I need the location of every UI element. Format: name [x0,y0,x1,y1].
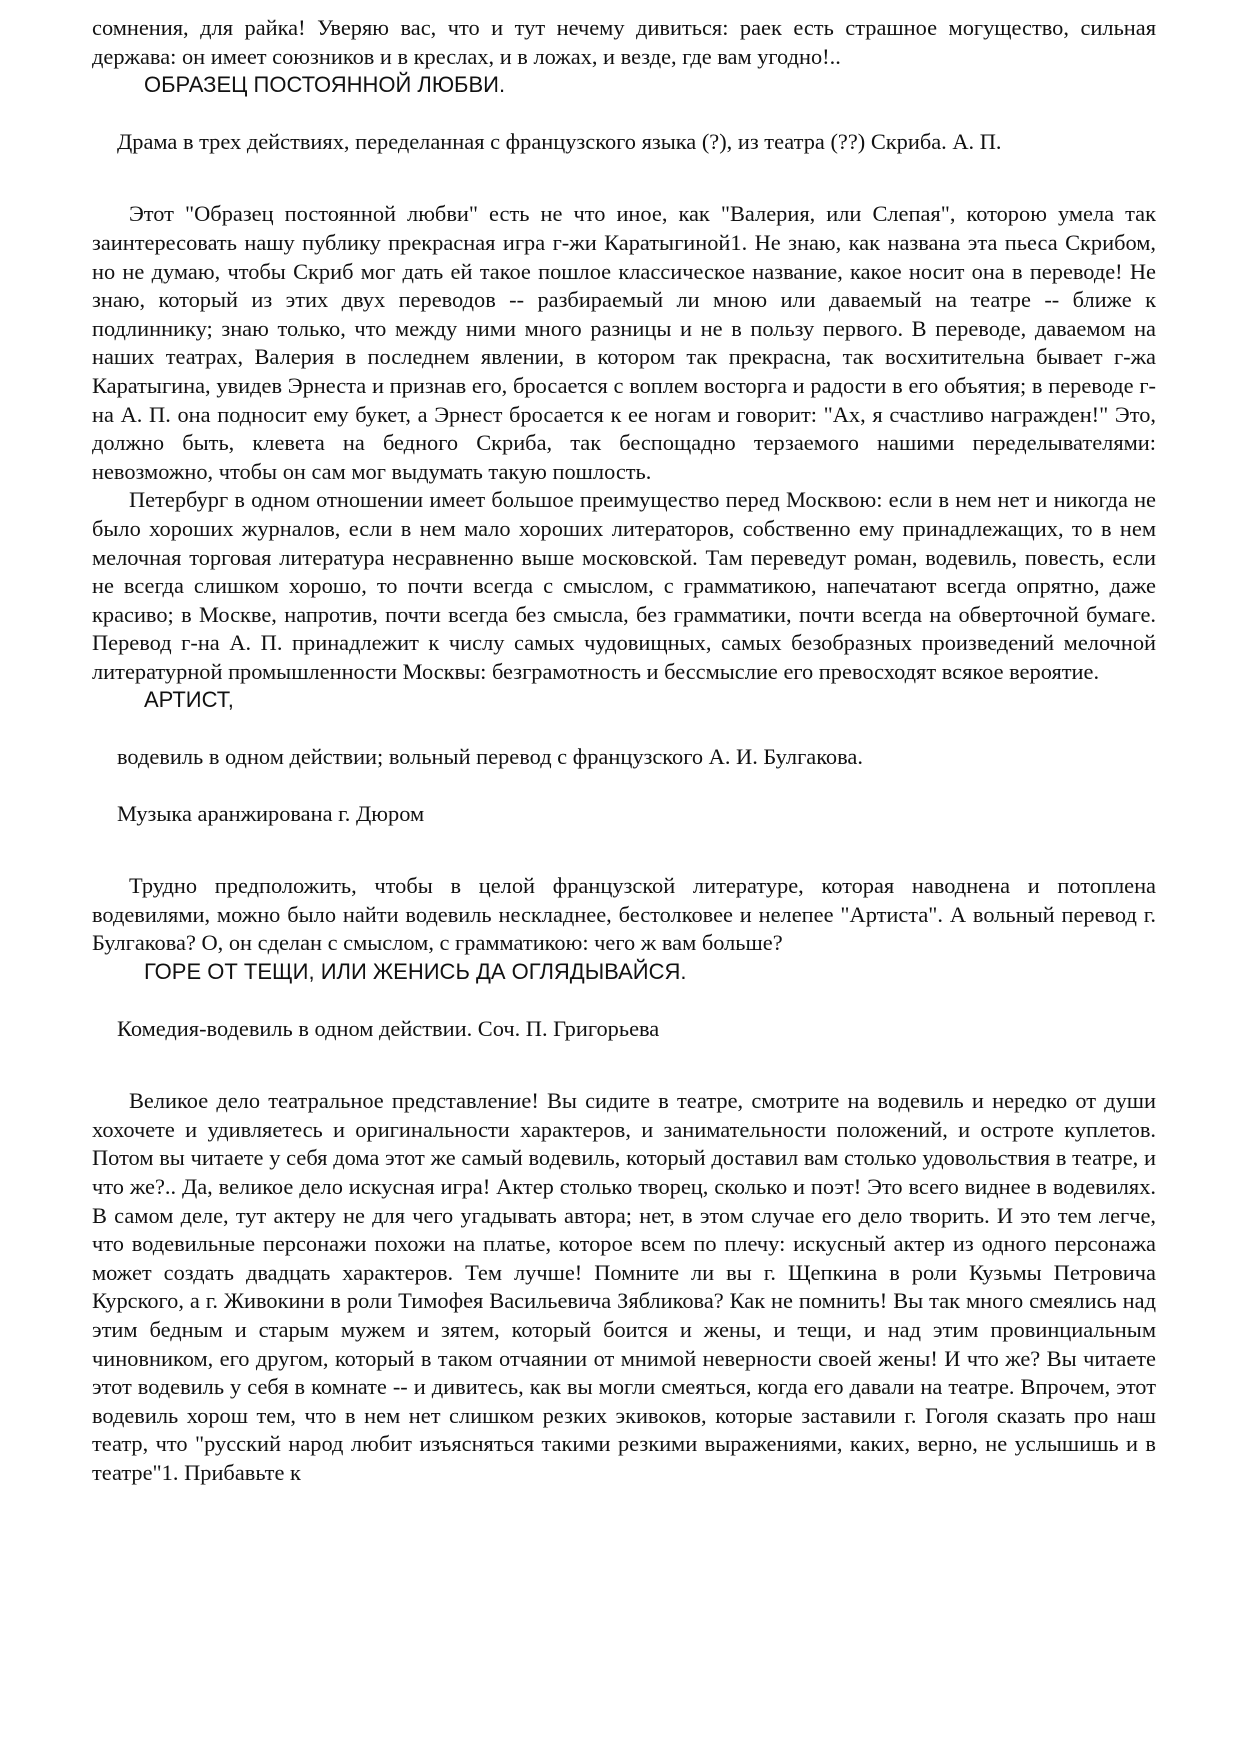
paragraph-intro: сомнения, для райка! Уверяю вас, что и тут нечему дивиться: раек есть страшное могущество, сильная держава: он имеет союзников и в креслах, и в ложах, и везде, где вам угодно!.. [92,15,1156,69]
paragraph-petersburg: Петербург в одном отношении имеет большое преимущество перед Москвою: если в нем нет и никогда не было хороших журналов, если в нем мало хороших литераторов, собственно ему принадлежащих, то в нем мелочная торговая литература несравненно выше московской. Там переведут роман, водевиль, повесть, если не всегда слишком хорошо, то почти всегда с смыслом, с грамматикою, напечатают всегда опрятно, даже красиво; в Москве, напротив, почти всегда без смысла, без грамматики, почти всегда на обверточной бумаге. Перевод г-на А. П. принадлежит к числу самых чудовищных, самых безобразных произведений мелочной литературной промышленности Москвы: безграмотность и бессмыслие его превосходят всякое вероятие. [92,487,1156,684]
paragraph-obrazets-review: Этот "Образец постоянной любви" есть не что иное, как "Валерия, или Слепая", которою умела так заинтересовать нашу публику прекрасная игра г-жи Каратыгиной1. Не знаю, как названа эта пьеса Скрибом, но не думаю, чтобы Скриб мог дать ей такое пошлое классическое название, какое носит она в переводе! Не знаю, который из этих двух переводов -- разбираемый ли мною или даваемый на театре -- ближе к подлиннику; знаю только, что между ними много разницы и не в пользу первого. В переводе, даваемом на наших театрах, Валерия в последнем явлении, в котором так прекрасна, так восхитительна бывает г-жа Каратыгина, увидев Эрнеста и признав его, бросается с воплем восторга и радости в его объятия; в переводе г-на А. П. она подносит ему букет, а Эрнест бросается к ее ногам и говорит: "Ах, я счастливо награжден!" Это, должно быть, клевета на бедного Скриба, так беспощадно терзаемого нашими переделывателями: невозможно, чтобы он сам мог выдумать такую пошлость. [92,201,1156,484]
subtitle-artist-music: Музыка аранжирована г. Дюром [117,800,425,826]
subtitle-obrazets: Драма в трех действиях, переделанная с французского языка (?), из театра (??) Скриба. А. П. [117,128,1002,154]
section-heading-gore: ГОРЕ ОТ ТЕЩИ, ИЛИ ЖЕНИСЬ ДА ОГЛЯДЫВАЙСЯ. [144,959,687,985]
section-heading-obrazets: ОБРАЗЕЦ ПОСТОЯННОЙ ЛЮБВИ. [144,72,506,98]
section-heading-artist: АРТИСТ, [144,687,234,713]
paragraph-artist-review: Трудно предположить, чтобы в целой французской литературе, которая наводнена и потоплена водевилями, можно было найти водевиль нескладнее, бестолковее и нелепее "Артиста". А вольный перевод г. Булгакова? О, он сделан с смыслом, с грамматикою: чего ж вам больше? [92,873,1156,956]
subtitle-artist: водевиль в одном действии; вольный перевод с французского А. И. Булгакова. [117,744,863,770]
paragraph-gore-review: Великое дело театральное представление! Вы сидите в театре, смотрите на водевиль и нередко от души хохочете и удивляетесь и оригинальности характеров, и занимательности положений, и остроте куплетов. Потом вы читаете у себя дома этот же самый водевиль, который доставил вам столько удовольствия в театре, и что же?.. Да, великое дело искусная игра! Актер столько творец, сколько и поэт! Это всего виднее в водевилях. В самом деле, тут актеру не для чего угадывать автора; нет, в этом случае его дело творить. И это тем легче, что водевильные персонажи похожи на платье, которое всем по плечу: искусный актер из одного персонажа может создать двадцать характеров. Тем лучше! Помните ли вы г. Щепкина в роли Кузьмы Петровича Курского, а г. Живокини в роли Тимофея Васильевича Зябликова? Как не помнить! Вы так много смеялись над этим бедным и старым мужем и зятем, который боится и жены, и тещи, и над этим провинциальным чиновником, его другом, который в таком отчаянии от мнимой неверности своей жены! И что же? Вы читаете этот водевиль у себя в комнате -- и дивитесь, как вы могли смеяться, когда его давали на театре. Впрочем, этот водевиль хорош тем, что в нем нет слишком резких экивоков, которые заставили г. Гоголя сказать про наш театр, что "русский народ любит изъясняться такими резкими выражениями, каких, верно, не услышишь и в театре"1. Прибавьте к [92,1088,1156,1485]
subtitle-gore: Комедия-водевиль в одном действии. Соч. П. Григорьева [117,1015,660,1041]
document-page [92,14,1156,1488]
